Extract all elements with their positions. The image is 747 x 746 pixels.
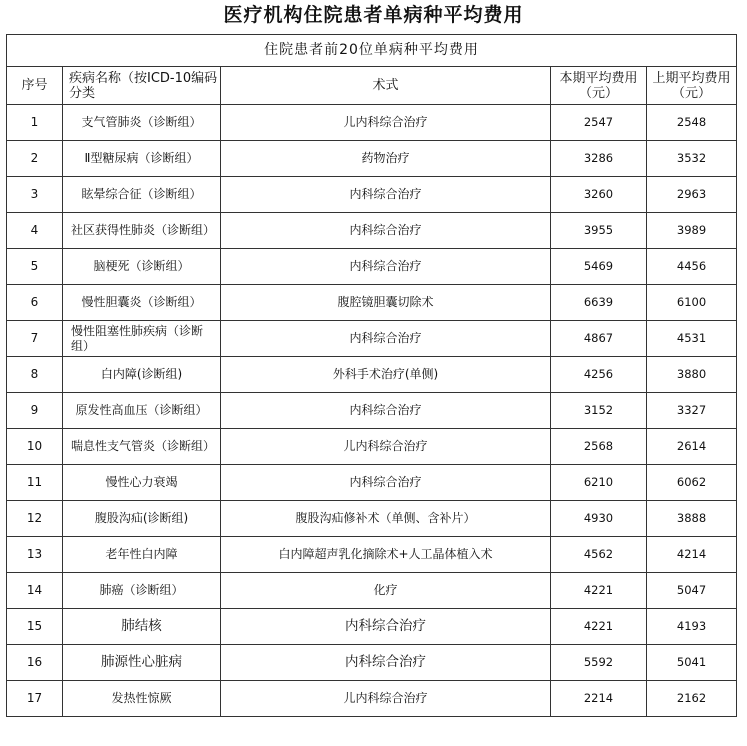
cell-previous-cost: 4456 — [647, 249, 737, 285]
cell-procedure: 内科综合治疗 — [221, 393, 551, 429]
cell-previous-cost: 3989 — [647, 213, 737, 249]
header-current-cost: 本期平均费用（元） — [551, 67, 647, 105]
cell-previous-cost: 4531 — [647, 321, 737, 357]
cell-procedure: 外科手术治疗(单侧) — [221, 357, 551, 393]
table-caption-row — [7, 35, 737, 67]
cell-current-cost: 3260 — [551, 177, 647, 213]
cell-disease: 慢性阻塞性肺疾病（诊断组） — [63, 321, 221, 357]
cell-index: 4 — [7, 213, 63, 249]
cell-disease: Ⅱ型糖尿病（诊断组） — [63, 141, 221, 177]
cell-index: 6 — [7, 285, 63, 321]
cell-current-cost: 5592 — [551, 645, 647, 681]
cell-procedure: 药物治疗 — [221, 141, 551, 177]
cell-previous-cost: 2963 — [647, 177, 737, 213]
cell-disease: 社区获得性肺炎（诊断组） — [63, 213, 221, 249]
cell-procedure: 儿内科综合治疗 — [221, 429, 551, 465]
cell-index: 9 — [7, 393, 63, 429]
table-row — [7, 141, 737, 177]
table-row — [7, 357, 737, 393]
table-row — [7, 249, 737, 285]
cell-previous-cost: 3880 — [647, 357, 737, 393]
table-header-row — [7, 67, 737, 105]
cell-disease: 脑梗死（诊断组） — [63, 249, 221, 285]
cell-disease: 发热性惊厥 — [63, 681, 221, 717]
table-row — [7, 573, 737, 609]
cell-disease: 喘息性支气管炎（诊断组） — [63, 429, 221, 465]
cell-current-cost: 2547 — [551, 105, 647, 141]
cell-procedure: 内科综合治疗 — [221, 213, 551, 249]
header-procedure: 术式 — [221, 67, 551, 105]
cell-procedure: 内科综合治疗 — [221, 645, 551, 681]
cell-current-cost: 3955 — [551, 213, 647, 249]
cell-previous-cost: 6100 — [647, 285, 737, 321]
cell-disease: 肺结核 — [63, 609, 221, 645]
cell-index: 1 — [7, 105, 63, 141]
cell-current-cost: 5469 — [551, 249, 647, 285]
header-disease: 疾病名称（按ICD-10编码分类 — [63, 67, 221, 105]
cell-previous-cost: 4193 — [647, 609, 737, 645]
cell-procedure: 白内障超声乳化摘除术+人工晶体植入术 — [221, 537, 551, 573]
cell-procedure: 内科综合治疗 — [221, 321, 551, 357]
cell-index: 7 — [7, 321, 63, 357]
table-row — [7, 609, 737, 645]
fee-table — [6, 34, 737, 717]
cell-procedure: 腹腔镜胆囊切除术 — [221, 285, 551, 321]
table-row — [7, 465, 737, 501]
cell-procedure: 儿内科综合治疗 — [221, 105, 551, 141]
cell-previous-cost: 2548 — [647, 105, 737, 141]
cell-current-cost: 2568 — [551, 429, 647, 465]
cell-current-cost: 3152 — [551, 393, 647, 429]
table-row — [7, 645, 737, 681]
cell-current-cost: 6639 — [551, 285, 647, 321]
cell-procedure: 内科综合治疗 — [221, 249, 551, 285]
cell-index: 15 — [7, 609, 63, 645]
cell-current-cost: 4930 — [551, 501, 647, 537]
cell-index: 12 — [7, 501, 63, 537]
table-caption: 住院患者前20位单病种平均费用 — [7, 35, 737, 67]
table-row — [7, 321, 737, 357]
cell-disease: 眩晕综合征（诊断组） — [63, 177, 221, 213]
cell-procedure: 腹股沟疝修补术（单侧、含补片） — [221, 501, 551, 537]
table-body — [7, 105, 737, 717]
table-row — [7, 537, 737, 573]
cell-previous-cost: 3532 — [647, 141, 737, 177]
cell-disease: 白内障(诊断组) — [63, 357, 221, 393]
cell-disease: 肺源性心脏病 — [63, 645, 221, 681]
cell-disease: 慢性心力衰竭 — [63, 465, 221, 501]
cell-previous-cost: 3888 — [647, 501, 737, 537]
cell-previous-cost: 2162 — [647, 681, 737, 717]
cell-current-cost: 3286 — [551, 141, 647, 177]
table-row — [7, 393, 737, 429]
cell-index: 16 — [7, 645, 63, 681]
cell-procedure: 内科综合治疗 — [221, 465, 551, 501]
table-row — [7, 501, 737, 537]
cell-current-cost: 4221 — [551, 609, 647, 645]
cell-current-cost: 4562 — [551, 537, 647, 573]
table-row — [7, 285, 737, 321]
cell-index: 14 — [7, 573, 63, 609]
cell-previous-cost: 2614 — [647, 429, 737, 465]
cell-disease: 慢性胆囊炎（诊断组） — [63, 285, 221, 321]
table-row — [7, 681, 737, 717]
header-previous-cost: 上期平均费用（元） — [647, 67, 737, 105]
cell-index: 3 — [7, 177, 63, 213]
cell-disease: 腹股沟疝(诊断组) — [63, 501, 221, 537]
cell-current-cost: 4221 — [551, 573, 647, 609]
cell-current-cost: 2214 — [551, 681, 647, 717]
cell-current-cost: 6210 — [551, 465, 647, 501]
cell-index: 5 — [7, 249, 63, 285]
cell-index: 10 — [7, 429, 63, 465]
cell-procedure: 儿内科综合治疗 — [221, 681, 551, 717]
cell-procedure: 化疗 — [221, 573, 551, 609]
cell-previous-cost: 4214 — [647, 537, 737, 573]
cell-current-cost: 4867 — [551, 321, 647, 357]
table-row — [7, 429, 737, 465]
table-row — [7, 213, 737, 249]
cell-current-cost: 4256 — [551, 357, 647, 393]
cell-index: 17 — [7, 681, 63, 717]
cell-procedure: 内科综合治疗 — [221, 609, 551, 645]
cell-previous-cost: 3327 — [647, 393, 737, 429]
cell-index: 2 — [7, 141, 63, 177]
cell-procedure: 内科综合治疗 — [221, 177, 551, 213]
cell-index: 13 — [7, 537, 63, 573]
cell-disease: 老年性白内障 — [63, 537, 221, 573]
cell-previous-cost: 6062 — [647, 465, 737, 501]
table-row — [7, 177, 737, 213]
cell-index: 11 — [7, 465, 63, 501]
cell-disease: 肺癌（诊断组） — [63, 573, 221, 609]
cell-disease: 原发性高血压（诊断组） — [63, 393, 221, 429]
cell-previous-cost: 5047 — [647, 573, 737, 609]
table-row — [7, 105, 737, 141]
page-title: 医疗机构住院患者单病种平均费用 — [223, 4, 524, 26]
cell-previous-cost: 5041 — [647, 645, 737, 681]
cell-disease: 支气管肺炎（诊断组） — [63, 105, 221, 141]
cell-index: 8 — [7, 357, 63, 393]
header-index: 序号 — [7, 67, 63, 105]
